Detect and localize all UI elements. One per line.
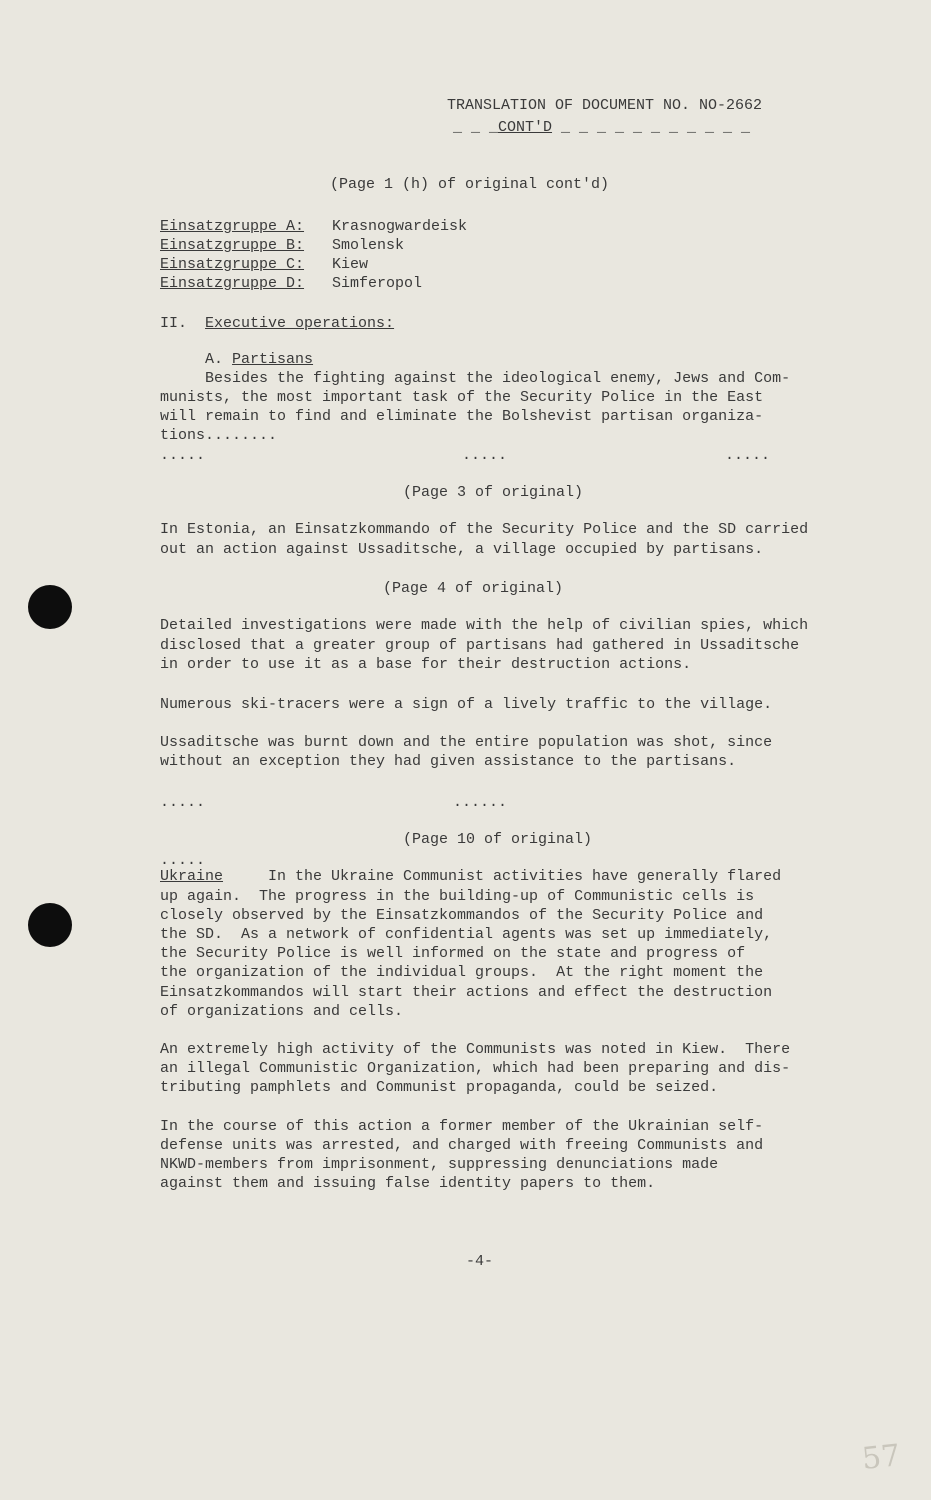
partisans-line: Besides the fighting against the ideological enemy, Jews and Com- (205, 370, 791, 387)
ukraine-line: closely observed by the Einsatzkommandos of the Security Police and (160, 907, 764, 924)
course-line: In the course of this action a former member of the Ukrainian self- (160, 1118, 764, 1135)
ukraine-line: the organization of the individual groups. At the right moment the (160, 964, 764, 981)
group-place: Krasnogwardeisk (332, 218, 468, 235)
section-number: II. (160, 315, 188, 332)
ellipsis-mark: ..... (725, 447, 771, 464)
course-line: NKWD-members from imprisonment, suppressing denunciations made (160, 1156, 719, 1173)
ukraine-line: of organizations and cells. (160, 1003, 404, 1020)
group-label: Einsatzgruppe C: (160, 256, 305, 273)
punch-hole-bottom (28, 903, 72, 947)
contd-line: _ _ _CONT'D _ _ _ _ _ _ _ _ _ _ _ (453, 119, 751, 136)
estonia-line: out an action against Ussaditsche, a village occupied by partisans. (160, 541, 764, 558)
ellipsis-mark: ...... (453, 794, 508, 811)
ukraine-line: Einsatzkommandos will start their actions and effect the destruction (160, 984, 773, 1001)
page4-note: (Page 4 of original) (383, 580, 564, 597)
group-label: Einsatzgruppe B: (160, 237, 305, 254)
punch-hole-top (28, 585, 72, 629)
group-label: Einsatzgruppe A: (160, 218, 305, 235)
subsection-title: Partisans (232, 351, 314, 368)
ukraine-line: the Security Police is well informed on the state and progress of (160, 945, 746, 962)
partisans-line: will remain to find and eliminate the Bolshevist partisan organiza- (160, 408, 764, 425)
subsection-heading-partisans (205, 350, 313, 370)
estonia-line: In Estonia, an Einsatzkommando of the Security Police and the SD carried (160, 521, 809, 538)
kiew-line: An extremely high activity of the Communists was noted in Kiew. There (160, 1041, 791, 1058)
burnt-line: Ussaditsche was burnt down and the entire population was shot, since (160, 734, 773, 751)
investigation-line: Detailed investigations were made with the help of civilian spies, which (160, 617, 809, 634)
page-number: -4- (466, 1253, 494, 1270)
ski-tracers-line: Numerous ski-tracers were a sign of a lively traffic to the village. (160, 696, 773, 713)
kiew-line: tributing pamphlets and Communist propaganda, could be seized. (160, 1079, 719, 1096)
group-label: Einsatzgruppe D: (160, 275, 305, 292)
ukraine-label: Ukraine (160, 868, 224, 885)
page1-note: (Page 1 (h) of original cont'd) (330, 176, 610, 193)
document-title: TRANSLATION OF DOCUMENT NO. NO-2662 (447, 97, 763, 114)
burnt-line: without an exception they had given assistance to the partisans. (160, 753, 737, 770)
subsection-number: A. (205, 351, 224, 368)
ellipsis-mark: ..... (462, 447, 508, 464)
group-place: Simferopol (332, 275, 423, 292)
handwritten-page-number: 57 (860, 1438, 902, 1477)
ukraine-line: In the Ukraine Communist activities have generally flared (268, 868, 782, 885)
ellipsis-mark: ..... (160, 852, 206, 869)
ellipsis-mark: ..... (160, 794, 206, 811)
ukraine-line: the SD. As a network of confidential agents was set up immediately, (160, 926, 773, 943)
page10-note: (Page 10 of original) (403, 831, 593, 848)
section-title: Executive operations: (205, 315, 395, 332)
investigation-line: in order to use it as a base for their destruction actions. (160, 656, 692, 673)
section-heading-executive (160, 314, 394, 334)
group-place: Smolensk (332, 237, 405, 254)
investigation-line: disclosed that a greater group of partisans had gathered in Ussaditsche (160, 637, 800, 654)
partisans-line: munists, the most important task of the Security Police in the East (160, 389, 764, 406)
kiew-line: an illegal Communistic Organization, which had been preparing and dis- (160, 1060, 791, 1077)
group-place: Kiew (332, 256, 369, 273)
ukraine-line: up again. The progress in the building-up of Communistic cells is (160, 888, 755, 905)
page3-note: (Page 3 of original) (403, 484, 584, 501)
course-line: against them and issuing false identity papers to them. (160, 1175, 656, 1192)
partisans-line: tions........ (160, 427, 278, 444)
contd-label: CONT'D (498, 119, 553, 136)
course-line: defense units was arrested, and charged with freeing Communists and (160, 1137, 764, 1154)
ellipsis-mark: ..... (160, 447, 206, 464)
